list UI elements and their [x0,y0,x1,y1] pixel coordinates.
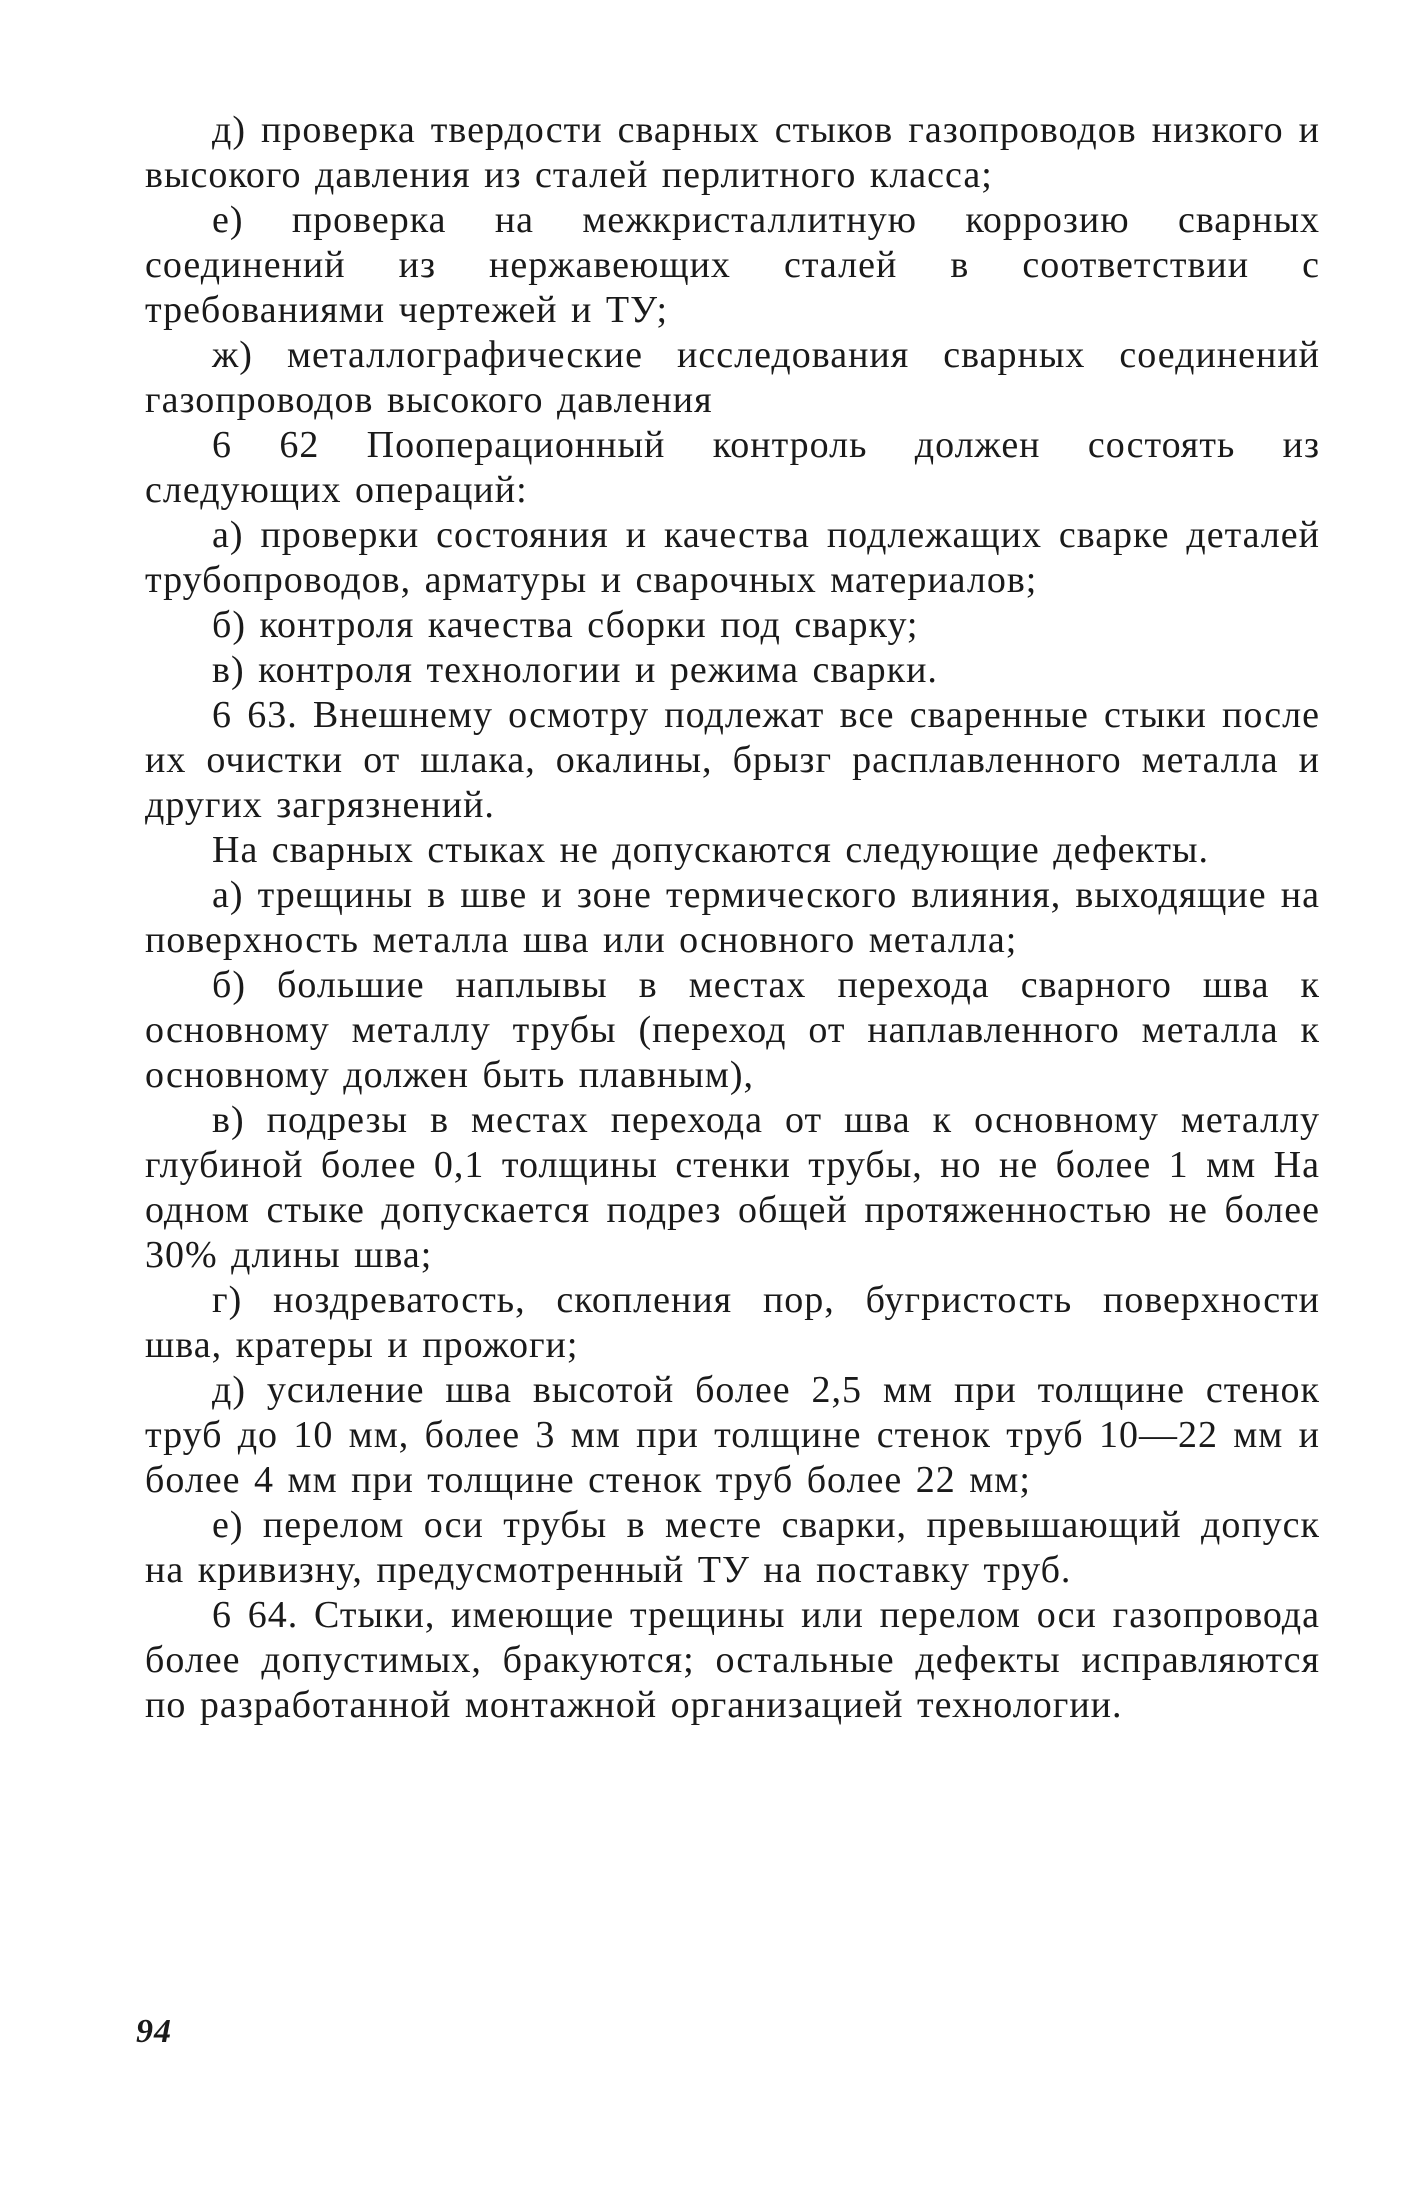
paragraph-defect-e-axis-break: е) перелом оси трубы в месте сварки, превышающий допуск на кривизну, предусмотренный ТУ на поставку труб. [145,1504,1320,1591]
paragraph-defect-g-porosity: г) ноздреватость, скопления пор, бугристость поверхности шва, кратеры и прожоги; [145,1279,1320,1366]
paragraph-item-a-parts-check: а) проверки состояния и качества подлежащих сварке деталей трубопроводов, арматуры и сварочных материалов; [145,514,1320,601]
page-number: 94 [136,2013,172,2050]
paragraph-6-64: 6 64. Стыки, имеющие трещины или перелом оси газопровода более допустимых, бракуются; остальные дефекты исправляются по разработанной монтажной организацией технологии. [145,1594,1320,1726]
paragraph-item-zh-metallography: ж) металлографические исследования сварных соединений газопроводов высокого давления [145,334,1320,421]
paragraph-item-v-technology: в) контроля технологии и режима сварки. [212,649,938,691]
paragraph-item-b-assembly: б) контроля качества сборки под сварку; [212,604,919,646]
paragraph-6-62: 6 62 Пооперационный контроль должен состоять из следующих операций: [145,424,1320,511]
paragraph-defect-v-undercuts: в) подрезы в местах перехода от шва к основному металлу глубиной более 0,1 толщины стенки трубы, но не более 1 мм На одном стыке допускается подрез общей протяженностью не более 30% длины шва; [145,1099,1320,1276]
paragraph-defects-intro: На сварных стыках не допускаются следующие дефекты. [212,829,1210,871]
page-body [145,108,1320,1728]
paragraph-6-63: 6 63. Внешнему осмотру подлежат все сваренные стыки после их очистки от шлака, окалины, брызг расплавленного металла и других загрязнений. [145,694,1320,826]
paragraph-item-e-corrosion: е) проверка на межкристаллитную коррозию сварных соединений из нержавеющих сталей в соответствии с требованиями чертежей и ТУ; [145,199,1320,331]
paragraph-defect-b-overlaps: б) большие наплывы в местах перехода сварного шва к основному металлу трубы (переход от наплавленного металла к основному должен быть плавным), [145,964,1320,1096]
paragraph-defect-a-cracks: а) трещины в шве и зоне термического влияния, выходящие на поверхность металла шва или основного металла; [145,874,1320,961]
paragraph-item-d-hardness: д) проверка твердости сварных стыков газопроводов низкого и высокого давления из сталей перлитного класса; [145,109,1320,196]
paragraph-defect-d-reinforcement: д) усиление шва высотой более 2,5 мм при толщине стенок труб до 10 мм, более 3 мм при толщине стенок труб 10—22 мм и более 4 мм при толщине стенок труб более 22 мм; [145,1369,1320,1501]
